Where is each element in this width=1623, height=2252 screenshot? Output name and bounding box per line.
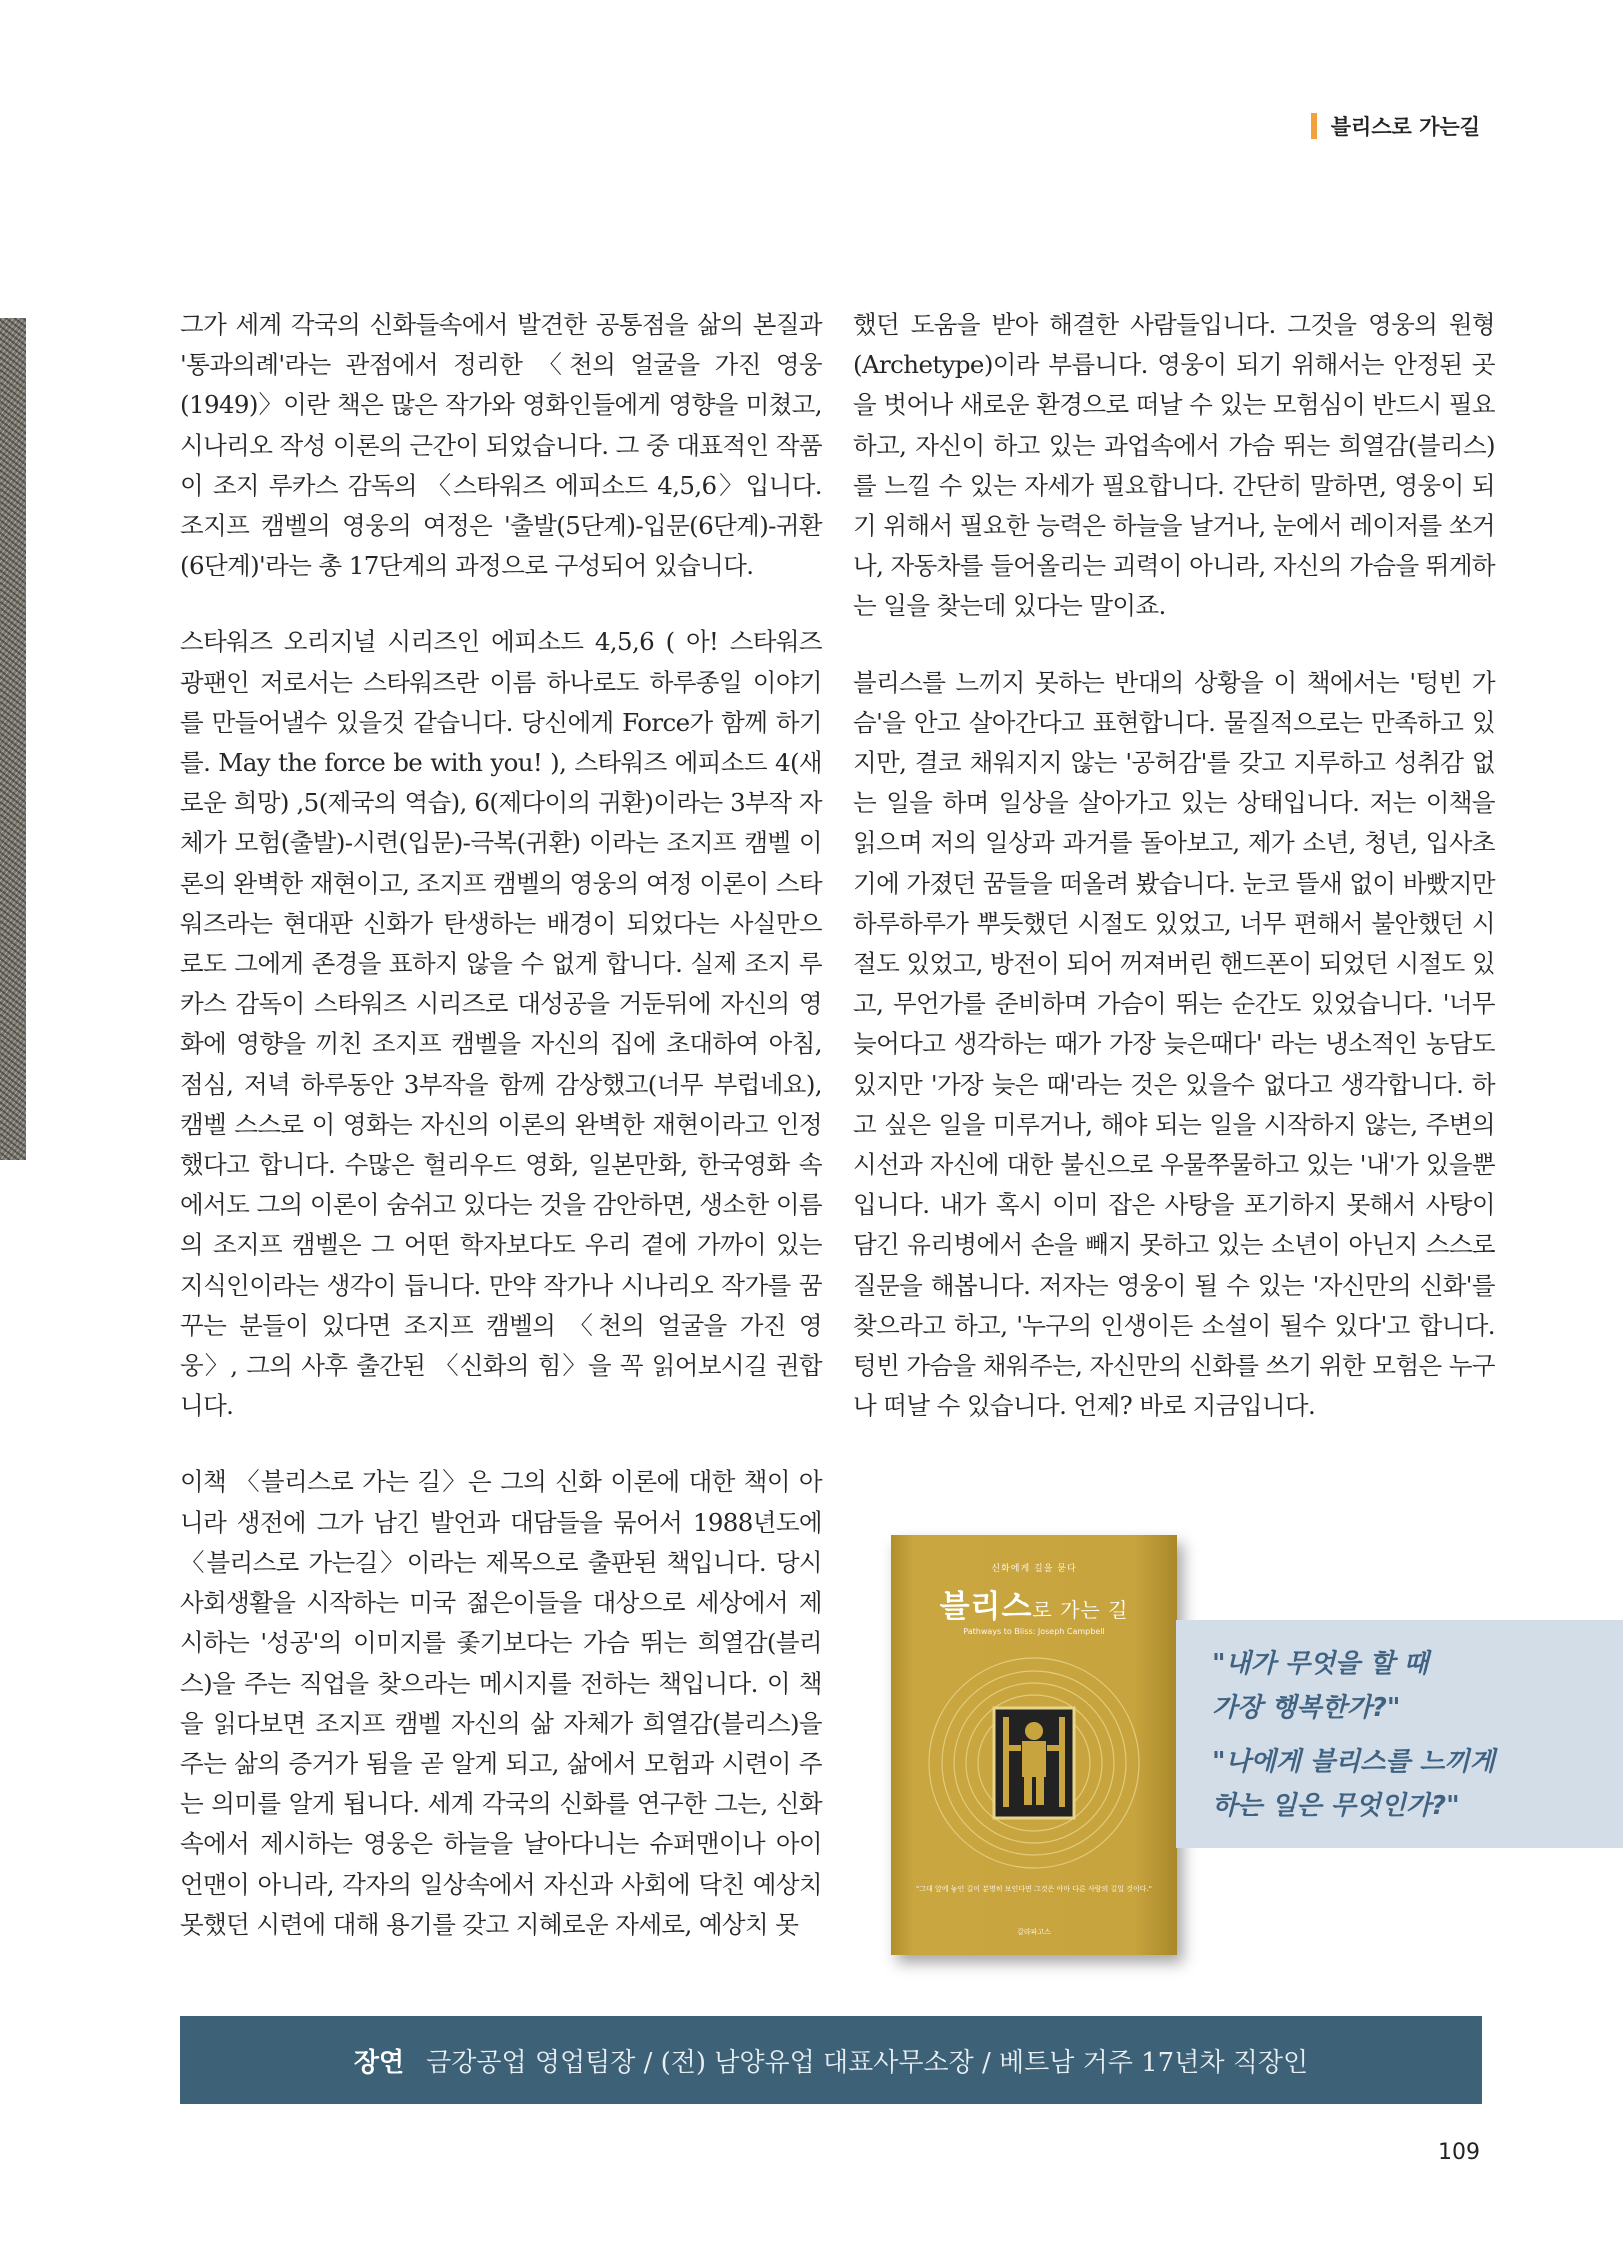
article-left-column <box>180 305 822 1981</box>
quote-line: 하는 일은 무엇인가?" <box>1212 1791 1460 1821</box>
header-accent-bar <box>1311 113 1317 139</box>
page-number: 109 <box>1438 2140 1480 2165</box>
author-band <box>180 2016 1482 2104</box>
book-publisher: 갈라파고스 <box>1017 1928 1051 1936</box>
section-title: 블리스로 가는길 <box>1330 115 1480 139</box>
decorative-photo-strip <box>0 318 26 1160</box>
pull-quote-box <box>1176 1620 1623 1848</box>
book-subtitle: Pathways to Bliss: Joseph Campbell <box>963 1627 1105 1636</box>
article-right-column <box>853 305 1495 1462</box>
author-description: 금강공업 영업팀장 / (전) 남양유업 대표사무소장 / 베트남 거주 17년차 직장인 <box>426 2047 1309 2078</box>
paragraph: 했던 도움을 받아 해결한 사람들입니다. 그것을 영웅의 원형(Archetype)이라 부릅니다. 영웅이 되기 위해서는 안정된 곳을 벗어나 새로운 환경으로 떠날 수 있는 모험심이 반드시 필요하고, 자신이 하고 있는 과업속에서 가슴 뛰는 희열감(블리스)를 느낄 수 있는 자세가 필요합니다. 간단히 말하면, 영웅이 되기 위해서 필요한 능력은 하늘을 날거나, 눈에서 레이저를 쏘거나, 자동차를 들어올리는 괴력이 아니라, 자신의 가슴을 뛰게하는 일을 찾는데 있다는 말이죠. <box>853 310 1495 621</box>
book-title-rest: 로 가는 길 <box>1032 1598 1129 1622</box>
paragraph: 블리스를 느끼지 못하는 반대의 상황을 이 책에서는 '텅빈 가슴'을 안고 살아간다고 표현합니다. 물질적으로는 만족하고 있지만, 결코 채워지지 않는 '공허감'를 갖고 지루하고 성취감 없는 일을 하며 일상을 살아가고 있는 상태입니다. 저는 이책을 읽으며 저의 일상과 과거를 돌아보고, 제가 소년, 청년, 입사초기에 가졌던 꿈들을 떠올려 봤습니다. 눈코 뜰새 없이 바빴지만 하루하루가 뿌듯했던 시절도 있었고, 너무 편해서 불안했던 시절도 있었고, 방전이 되어 꺼져버린 핸드폰이 되었던 시절도 있고, 무언가를 준비하며 가슴이 뛰는 순간도 있었습니다. '너무 늦어다고 생각하는 때가 가장 늦은때다' 라는 냉소적인 농담도 있지만 '가장 늦은 때'라는 것은 있을수 없다고 생각합니다. 하고 싶은 일을 미루거나, 해야 되는 일을 시작하지 않는, 주변의 시선과 자신에 대한 불신으로 우물쭈물하고 있는 '내'가 있을뿐입니다. 내가 혹시 이미 잡은 사탕을 포기하지 못해서 사탕이 담긴 유리병에서 손을 빼지 못하고 있는 소년이 아닌지 스스로 질문을 해봅니다. 저자는 영웅이 될 수 있는 '자신만의 신화'를 찾으라고 하고, '누구의 인생이든 소설이 될수 있다'고 합니다. 텅빈 가슴을 채워주는, 자신만의 신화를 쓰기 위한 모험은 누구나 떠날 수 있습니다. 언제? 바로 지금입니다. <box>853 667 1495 1421</box>
paragraph: 그가 세계 각국의 신화들속에서 발견한 공통점을 삶의 본질과 '통과의례'라는 관점에서 정리한 〈천의 얼굴을 가진 영웅(1949)〉이란 책은 많은 작가와 영화인들에게 영향을 미쳤고, 시나리오 작성 이론의 근간이 되었습니다. 그 중 대표적인 작품이 조지 루카스 감독의 〈스타워즈 에피소드 4,5,6〉입니다. 조지프 캠벨의 영웅의 여정은 '출발(5단계)-입문(6단계)-귀환(6단계)'라는 총 17단계의 과정으로 구성되어 있습니다. <box>180 310 822 581</box>
book-cover-image <box>891 1535 1177 1955</box>
quote-line: "내가 무엇을 할 때 <box>1212 1649 1429 1679</box>
author-name: 장연 <box>353 2047 405 2078</box>
book-title <box>891 1581 1177 1626</box>
book-emblem-icon <box>919 1653 1149 1873</box>
running-header <box>1311 111 1480 141</box>
book-quote: "그대 앞에 놓인 길이 분명히 보인다면 그것은 아마 다른 사람의 길일 것이다." <box>916 1885 1152 1893</box>
paragraph: 이책 〈블리스로 가는 길〉은 그의 신화 이론에 대한 책이 아니라 생전에 그가 남긴 발언과 대담들을 묶어서 1988년도에 〈블리스로 가는길〉이라는 제목으로 출판된 책입니다. 당시 사회생활을 시작하는 미국 젊은이들을 대상으로 세상에서 제시하는 '성공'의 이미지를 좇기보다는 가슴 뛰는 희열감(블리스)을 주는 직업을 찾으라는 메시지를 전하는 책입니다. 이 책을 읽다보면 조지프 캠벨 자신의 삶 자체가 희열감(블리스)을 주는 삶의 증거가 됨을 곧 알게 되고, 삶에서 모험과 시련이 주는 의미를 알게 됩니다. 세계 각국의 신화를 연구한 그는, 신화 속에서 제시하는 영웅은 하늘을 날아다니는 슈퍼맨이나 아이언맨이 아니라, 각자의 일상속에서 자신과 사회에 닥친 예상치 못했던 시련에 대해 용기를 갖고 지혜로운 자세로, 예상치 못 <box>180 1467 822 1939</box>
book-title-main: 블리스 <box>939 1589 1033 1625</box>
quote-line: "나에게 블리스를 느끼게 <box>1212 1747 1495 1777</box>
paragraph: 스타워즈 오리지널 시리즈인 에피소드 4,5,6 ( 아! 스타워즈 광팬인 저로서는 스타워즈란 이름 하나로도 하루종일 이야기를 만들어낼수 있을것 같습니다. 당신에게 Force가 함께 하기를. May the force be with you! ), 스타워즈 에피소드 4(새로운 희망) ,5(제국의 역습), 6(제다이의 귀환)이라는 3부작 자체가 모험(출발)-시련(입문)-극복(귀환) 이라는 조지프 캠벨 이론의 완벽한 재현이고, 조지프 캠벨의 영웅의 여정 이론이 스타워즈라는 현대판 신화가 탄생하는 배경이 되었다는 사실만으로도 그에게 존경을 표하지 않을 수 없게 합니다. 실제 조지 루카스 감독이 스타워즈 시리즈로 대성공을 거둔뒤에 자신의 영화에 영향을 끼친 조지프 캠벨을 자신의 집에 초대하여 아침, 점심, 저녁 하루동안 3부작을 함께 감상했고(너무 부럽네요), 캠벨 스스로 이 영화는 자신의 이론의 완벽한 재현이라고 인정했다고 합니다. 수많은 헐리우드 영화, 일본만화, 한국영화 속에서도 그의 이론이 숨쉬고 있다는 것을 감안하면, 생소한 이름의 조지프 캠벨은 그 어떤 학자보다도 우리 곁에 가까이 있는 지식인이라는 생각이 듭니다. 만약 작가나 시나리오 작가를 꿈꾸는 분들이 있다면 조지프 캠벨의 〈천의 얼굴을 가진 영웅〉, 그의 사후 출간된 〈신화의 힘〉을 꼭 읽어보시길 권합니다. <box>180 627 822 1421</box>
quote-line: 가장 행복한가?" <box>1212 1693 1401 1723</box>
book-top-text: 신화에게 길을 묻다 <box>991 1564 1077 1574</box>
